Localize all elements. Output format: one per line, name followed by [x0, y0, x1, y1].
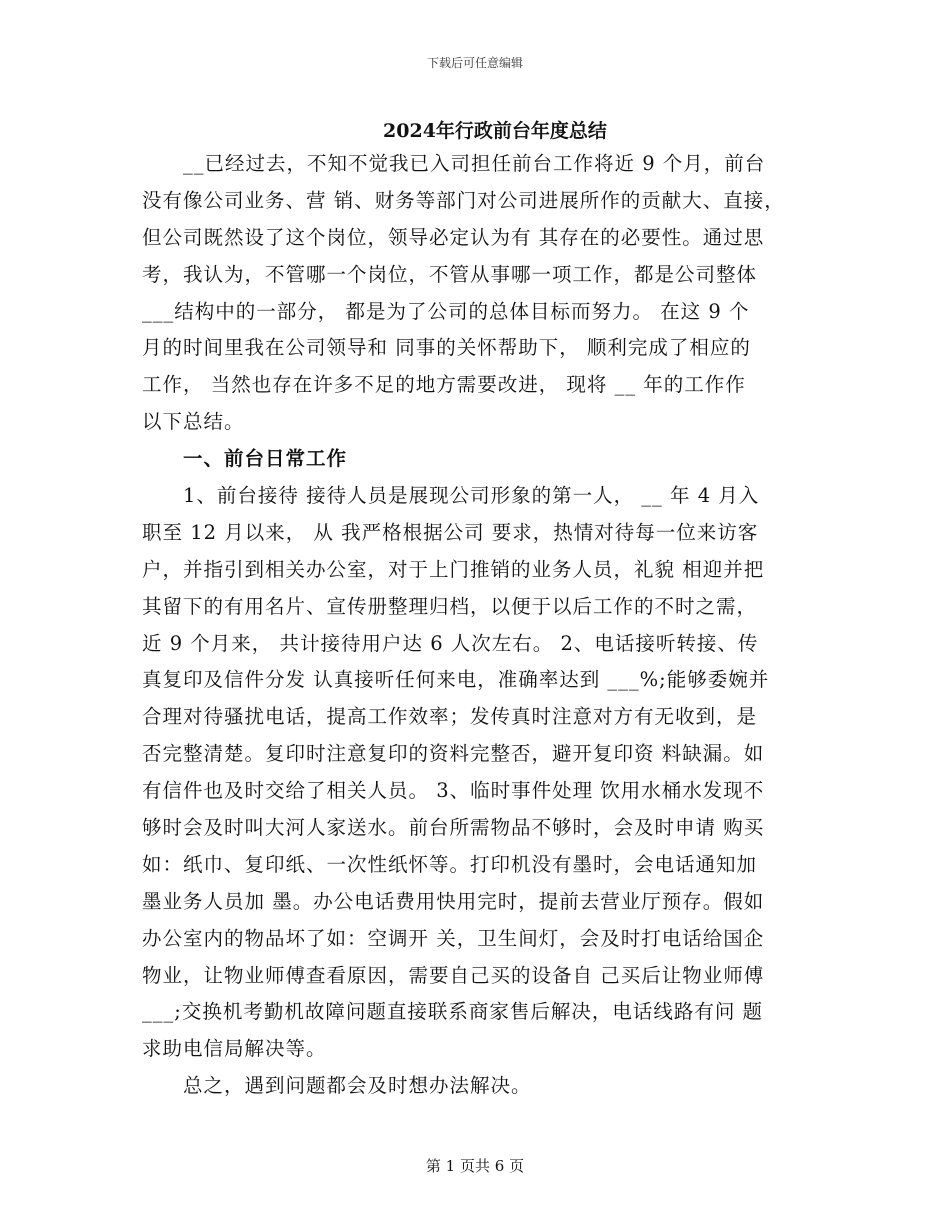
paragraph-line: 办公室内的物品坏了如：空调开 关，卫生间灯，会及时打电话给国企 [142, 926, 765, 950]
paragraph-line: 求助电信局解决等。 [142, 1037, 327, 1061]
paragraph-line: 真复印及信件分发 认真接听任何来电，准确率达到 ___%;能够委婉并 [142, 668, 770, 692]
document-title: 2024年行政前台年度总结 [383, 120, 607, 142]
paragraph-line: 合理对待骚扰电话，提高工作效率；发传真时注意对方有无收到，是 [142, 705, 758, 729]
paragraph-line: 以下总结。 [142, 410, 245, 434]
page-footer: 第 1 页共 6 页 [425, 1157, 525, 1175]
section-heading: 一、前台日常工作 [142, 447, 348, 471]
paragraph-line: 月的时间里我在公司领导和 同事的关怀帮助下， 顺利完成了相应的 [142, 336, 751, 360]
paragraph-line: 如：纸巾、复印纸、一次性纸怀等。打印机没有墨时，会电话通知加 [142, 852, 758, 876]
paragraph-line: 够时会及时叫大河人家送水。前台所需物品不够时，会及时申请 购买 [142, 816, 765, 840]
paragraph-line: 考，我认为，不管哪一个岗位，不管从事哪一项工作，都是公司整体 [142, 262, 758, 286]
paragraph-line: 有信件也及时交给了相关人员。 3、临时事件处理 饮用水桶水发现不 [142, 779, 765, 803]
paragraph-line: ___;交换机考勤机故障问题直接联系商家售后解决，电话线路有问 题 [142, 1000, 764, 1024]
paragraph-line: 墨业务人员加 墨。办公电话费用快用完时，提前去营业厅预存。假如 [142, 889, 765, 913]
paragraph-line: 物业，让物业师傅查看原因，需要自己买的设备自 己买后让物业师傅 [142, 963, 765, 987]
paragraph-line: 工作， 当然也存在许多不足的地方需要改进， 现将 __ 年的工作作 [142, 373, 746, 397]
document-body [142, 146, 814, 1105]
paragraph-line: 近 9 个月来， 共计接待用户达 6 人次左右。 2、电话接听转接、传 [142, 631, 759, 655]
paragraph-line: __已经过去，不知不觉我已入司担任前台工作将近 9 个月，前台 [142, 152, 766, 175]
paragraph-line: 户，并指引到相关办公室，对于上门推销的业务人员，礼貌 相迎并把 [142, 557, 765, 581]
paragraph-line: 否完整清楚。复印时注意复印的资料完整否，避开复印资 料缺漏。如 [142, 742, 765, 766]
paragraph-line: ___结构中的一部分， 都是为了公司的总体目标而努力。 在这 9 个 [142, 299, 750, 323]
paragraph-line: 其留下的有用名片、宣传册整理归档，以便于以后工作的不时之需， [142, 594, 758, 618]
paragraph-line: 1、前台接待 接待人员是展现公司形象的第一人， __ 年 4 月入 [142, 484, 760, 508]
paragraph-line: 总之，遇到问题都会及时想办法解决。 [142, 1074, 532, 1098]
paragraph-line: 但公司既然设了这个岗位，领导必定认为有 其存在的必要性。通过思 [142, 225, 765, 249]
page-header: 下载后可任意编辑 [426, 56, 523, 70]
paragraph-line: 职至 12 月以来， 从 我严格根据公司 要求，热情对待每一位来访客 [142, 520, 759, 544]
paragraph-line: 没有像公司业务、营 销、财务等部门对公司进展所作的贡献大、直接， [142, 188, 785, 212]
